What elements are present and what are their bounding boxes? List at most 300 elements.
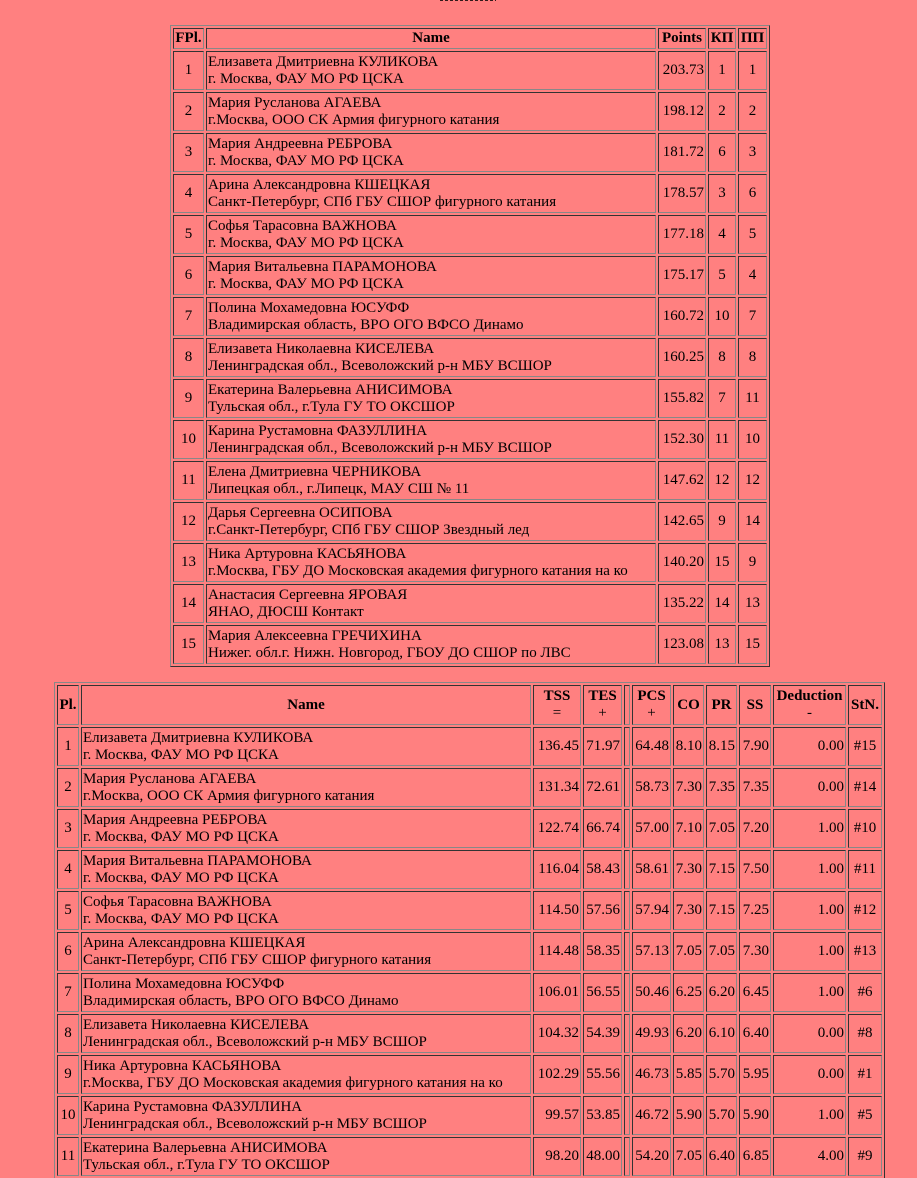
tes-cell: 58.35	[583, 932, 622, 971]
header-spacer	[624, 685, 630, 725]
skater-name: Дарья Сергеевна ОСИПОВА	[208, 504, 393, 521]
pr-cell: 5.70	[706, 1055, 737, 1094]
skater-club: г. Москва, ФАУ МО РФ ЦСКА	[83, 828, 279, 845]
skater-club: г.Санкт-Петербург, СПб ГБУ СШОР Звездный лед	[208, 521, 530, 538]
skater-club: г.Москва, ГБУ ДО Московская академия фигурного катания на ко	[208, 562, 628, 579]
free-skating-results-table	[170, 25, 770, 667]
skater-club: Нижег. обл.г. Нижн. Новгород, ГБОУ ДО СШОР по ЛВС	[208, 644, 571, 661]
pcs-cell: 58.61	[632, 850, 671, 889]
place-cell: 10	[57, 1096, 79, 1135]
skater-cell	[206, 338, 656, 377]
skater-name: Арина Александровна КШЕЦКАЯ	[208, 176, 431, 193]
table-row	[173, 51, 767, 90]
table-row	[173, 133, 767, 172]
tes-cell: 53.85	[583, 1096, 622, 1135]
skater-club: г. Москва, ФАУ МО РФ ЦСКА	[208, 152, 404, 169]
skater-club: г. Москва, ФАУ МО РФ ЦСКА	[83, 869, 279, 886]
skater-name: Елизавета Дмитриевна КУЛИКОВА	[83, 729, 314, 746]
pr-cell: 6.40	[706, 1137, 737, 1176]
pcs-cell: 46.72	[632, 1096, 671, 1135]
kp-cell: 12	[708, 461, 736, 500]
skater-cell	[206, 584, 656, 623]
skater-cell	[206, 543, 656, 582]
skater-cell	[206, 625, 656, 664]
table-row	[57, 768, 882, 807]
deduction-cell: 0.00	[773, 1014, 846, 1053]
pr-cell: 8.15	[706, 727, 737, 766]
header-co: CO	[673, 685, 704, 725]
deduction-cell: 0.00	[773, 768, 846, 807]
co-cell: 5.85	[673, 1055, 704, 1094]
spacer-cell	[624, 973, 630, 1012]
tss-cell: 114.48	[533, 932, 581, 971]
ss-cell: 7.20	[739, 809, 771, 848]
spacer-cell	[624, 1055, 630, 1094]
pr-cell: 7.35	[706, 768, 737, 807]
skater-name: Мария Витальевна ПАРАМОНОВА	[83, 852, 312, 869]
place-cell: 3	[173, 133, 204, 172]
kp-cell: 13	[708, 625, 736, 664]
place-cell: 1	[57, 727, 79, 766]
header-tes-label: TES	[588, 688, 617, 704]
pr-cell: 7.05	[706, 932, 737, 971]
pp-cell: 15	[738, 625, 767, 664]
pp-cell: 9	[738, 543, 767, 582]
place-cell: 11	[173, 461, 204, 500]
skater-cell	[81, 1137, 531, 1176]
skater-name: Елена Дмитриевна ЧЕРНИКОВА	[208, 463, 422, 480]
tss-cell: 106.01	[533, 973, 581, 1012]
table-row	[57, 932, 882, 971]
spacer-cell	[624, 727, 630, 766]
deduction-cell: 1.00	[773, 1096, 846, 1135]
kp-cell: 10	[708, 297, 736, 336]
co-cell: 7.30	[673, 891, 704, 930]
skater-name: Екатерина Валерьевна АНИСИМОВА	[208, 381, 453, 398]
place-cell: 13	[173, 543, 204, 582]
tes-cell: 54.39	[583, 1014, 622, 1053]
table-row	[57, 891, 882, 930]
skater-club: Тульская обл., г.Тула ГУ ТО ОКСШОР	[83, 1156, 330, 1173]
stn-cell: #8	[848, 1014, 882, 1053]
place-cell: 12	[173, 502, 204, 541]
deduction-cell: 1.00	[773, 850, 846, 889]
table-row	[173, 174, 767, 213]
skater-club: г.Москва, ООО СК Армия фигурного катания	[208, 111, 500, 128]
tss-cell: 131.34	[533, 768, 581, 807]
spacer-cell	[624, 768, 630, 807]
tes-cell: 66.74	[583, 809, 622, 848]
header-tes-sign: +	[598, 705, 607, 721]
pp-cell: 8	[738, 338, 767, 377]
deduction-cell: 1.00	[773, 891, 846, 930]
pcs-cell: 49.93	[632, 1014, 671, 1053]
kp-cell: 11	[708, 420, 736, 459]
stn-cell: #1	[848, 1055, 882, 1094]
tss-cell: 104.32	[533, 1014, 581, 1053]
co-cell: 6.20	[673, 1014, 704, 1053]
skater-name: Софья Тарасовна ВАЖНОВА	[83, 893, 272, 910]
ss-cell: 7.30	[739, 932, 771, 971]
co-cell: 7.30	[673, 850, 704, 889]
kp-cell: 8	[708, 338, 736, 377]
points-cell: 198.12	[658, 92, 706, 131]
skater-cell	[81, 727, 531, 766]
table-row	[173, 420, 767, 459]
table-row	[173, 625, 767, 664]
co-cell: 5.90	[673, 1096, 704, 1135]
skater-cell	[81, 932, 531, 971]
header-place: FPl.	[173, 28, 204, 49]
spacer-cell	[624, 932, 630, 971]
tss-cell: 102.29	[533, 1055, 581, 1094]
skater-cell	[206, 461, 656, 500]
header-pcs	[632, 685, 671, 725]
ss-cell: 6.40	[739, 1014, 771, 1053]
header-pcs-sign: +	[647, 705, 656, 721]
points-cell: 178.57	[658, 174, 706, 213]
stn-cell: #5	[848, 1096, 882, 1135]
place-cell: 5	[173, 215, 204, 254]
spacer-cell	[624, 850, 630, 889]
skater-cell	[206, 174, 656, 213]
ss-cell: 6.45	[739, 973, 771, 1012]
skater-name: Ника Артуровна КАСЬЯНОВА	[208, 545, 407, 562]
header-ss: SS	[739, 685, 771, 725]
place-cell: 15	[173, 625, 204, 664]
skater-club: Липецкая обл., г.Липецк, МАУ СШ № 11	[208, 480, 470, 497]
skater-name: Арина Александровна КШЕЦКАЯ	[83, 934, 306, 951]
table-row	[173, 256, 767, 295]
skater-cell	[206, 92, 656, 131]
points-cell: 203.73	[658, 51, 706, 90]
kp-cell: 9	[708, 502, 736, 541]
points-cell: 175.17	[658, 256, 706, 295]
ss-cell: 6.85	[739, 1137, 771, 1176]
skater-name: Екатерина Валерьевна АНИСИМОВА	[83, 1139, 328, 1156]
place-cell: 8	[57, 1014, 79, 1053]
skater-name: Полина Мохамедовна ЮСУФФ	[208, 299, 410, 316]
co-cell: 7.05	[673, 1137, 704, 1176]
stn-cell: #13	[848, 932, 882, 971]
place-cell: 7	[57, 973, 79, 1012]
header-kp: КП	[708, 28, 736, 49]
table-row	[57, 973, 882, 1012]
skater-cell	[206, 297, 656, 336]
skater-club: г.Москва, ООО СК Армия фигурного катания	[83, 787, 375, 804]
tes-cell: 56.55	[583, 973, 622, 1012]
clipped-heading-remnant	[440, 0, 496, 1]
header-points: Points	[658, 28, 706, 49]
skater-name: Елизавета Николаевна КИСЕЛЕВА	[208, 340, 435, 357]
kp-cell: 14	[708, 584, 736, 623]
skater-name: Елизавета Николаевна КИСЕЛЕВА	[83, 1016, 310, 1033]
skater-cell	[206, 133, 656, 172]
pp-cell: 1	[738, 51, 767, 90]
pp-cell: 3	[738, 133, 767, 172]
stn-cell: #12	[848, 891, 882, 930]
co-cell: 8.10	[673, 727, 704, 766]
place-cell: 1	[173, 51, 204, 90]
skater-club: Владимирская область, ВРО ОГО ВФСО Динамо	[83, 992, 399, 1009]
skater-club: Ленинградская обл., Всеволожский р-н МБУ ВСШОР	[83, 1033, 427, 1050]
place-cell: 8	[173, 338, 204, 377]
table-row	[57, 850, 882, 889]
pcs-cell: 58.73	[632, 768, 671, 807]
header-tes	[583, 685, 622, 725]
ss-cell: 7.35	[739, 768, 771, 807]
points-cell: 160.72	[658, 297, 706, 336]
header-stn: StN.	[848, 685, 882, 725]
skater-cell	[206, 420, 656, 459]
table-row	[173, 379, 767, 418]
stn-cell: #11	[848, 850, 882, 889]
skater-name: Мария Андреевна РЕБРОВА	[208, 135, 393, 152]
pp-cell: 14	[738, 502, 767, 541]
pr-cell: 7.05	[706, 809, 737, 848]
co-cell: 6.25	[673, 973, 704, 1012]
skater-name: Елизавета Дмитриевна КУЛИКОВА	[208, 53, 439, 70]
pp-cell: 11	[738, 379, 767, 418]
place-cell: 3	[57, 809, 79, 848]
spacer-cell	[624, 891, 630, 930]
skater-club: Ленинградская обл., Всеволожский р-н МБУ ВСШОР	[208, 357, 552, 374]
skater-name: Мария Андреевна РЕБРОВА	[83, 811, 268, 828]
place-cell: 4	[57, 850, 79, 889]
deduction-cell: 0.00	[773, 1055, 846, 1094]
table-row	[173, 215, 767, 254]
place-cell: 6	[57, 932, 79, 971]
skater-cell	[81, 809, 531, 848]
kp-cell: 2	[708, 92, 736, 131]
header-deduction	[773, 685, 846, 725]
table-row	[57, 1055, 882, 1094]
skater-club: Ленинградская обл., Всеволожский р-н МБУ ВСШОР	[83, 1115, 427, 1132]
stn-cell: #9	[848, 1137, 882, 1176]
header-tss-label: TSS	[543, 688, 571, 704]
pp-cell: 6	[738, 174, 767, 213]
header-deduction-label: Deduction	[776, 688, 843, 704]
skater-name: Карина Рустамовна ФАЗУЛЛИНА	[83, 1098, 303, 1115]
deduction-cell: 0.00	[773, 727, 846, 766]
points-cell: 142.65	[658, 502, 706, 541]
skater-cell	[81, 768, 531, 807]
pr-cell: 7.15	[706, 850, 737, 889]
header-deduction-sign: -	[807, 705, 812, 721]
table-row	[57, 1014, 882, 1053]
deduction-cell: 1.00	[773, 973, 846, 1012]
place-cell: 9	[173, 379, 204, 418]
ss-cell: 5.95	[739, 1055, 771, 1094]
tes-cell: 57.56	[583, 891, 622, 930]
pp-cell: 4	[738, 256, 767, 295]
pcs-cell: 50.46	[632, 973, 671, 1012]
place-cell: 9	[57, 1055, 79, 1094]
tes-cell: 55.56	[583, 1055, 622, 1094]
points-cell: 152.30	[658, 420, 706, 459]
kp-cell: 5	[708, 256, 736, 295]
skater-name: Полина Мохамедовна ЮСУФФ	[83, 975, 285, 992]
points-cell: 160.25	[658, 338, 706, 377]
pcs-cell: 57.94	[632, 891, 671, 930]
table-row	[57, 1137, 882, 1176]
header-pr: PR	[706, 685, 737, 725]
deduction-cell: 1.00	[773, 809, 846, 848]
skater-cell	[81, 973, 531, 1012]
points-cell: 135.22	[658, 584, 706, 623]
table-row	[173, 584, 767, 623]
tes-cell: 71.97	[583, 727, 622, 766]
skater-cell	[81, 891, 531, 930]
tss-cell: 114.50	[533, 891, 581, 930]
ss-cell: 7.25	[739, 891, 771, 930]
tss-cell: 136.45	[533, 727, 581, 766]
skater-club: Санкт-Петербург, СПб ГБУ СШОР фигурного катания	[208, 193, 557, 210]
co-cell: 7.30	[673, 768, 704, 807]
place-cell: 5	[57, 891, 79, 930]
skater-name: Мария Русланова АГАЕВА	[83, 770, 257, 787]
skater-cell	[81, 850, 531, 889]
table-header-row	[173, 28, 767, 49]
skater-club: г. Москва, ФАУ МО РФ ЦСКА	[208, 70, 404, 87]
points-cell: 155.82	[658, 379, 706, 418]
pcs-cell: 57.13	[632, 932, 671, 971]
tss-cell: 99.57	[533, 1096, 581, 1135]
skater-club: Ленинградская обл., Всеволожский р-н МБУ ВСШОР	[208, 439, 552, 456]
skater-name: Мария Русланова АГАЕВА	[208, 94, 382, 111]
header-tss-sign: =	[552, 705, 562, 721]
spacer-cell	[624, 809, 630, 848]
spacer-cell	[624, 1014, 630, 1053]
header-name: Name	[206, 28, 656, 49]
header-pp: ПП	[738, 28, 767, 49]
tes-cell: 58.43	[583, 850, 622, 889]
pcs-cell: 54.20	[632, 1137, 671, 1176]
skater-name: Мария Алексеевна ГРЕЧИХИНА	[208, 627, 422, 644]
skater-club: г. Москва, ФАУ МО РФ ЦСКА	[208, 234, 404, 251]
skater-cell	[206, 256, 656, 295]
pcs-cell: 64.48	[632, 727, 671, 766]
kp-cell: 3	[708, 174, 736, 213]
skater-cell	[81, 1014, 531, 1053]
ss-cell: 7.90	[739, 727, 771, 766]
skater-club: Тульская обл., г.Тула ГУ ТО ОКСШОР	[208, 398, 455, 415]
skater-club: г. Москва, ФАУ МО РФ ЦСКА	[208, 275, 404, 292]
skater-club: Владимирская область, ВРО ОГО ВФСО Динамо	[208, 316, 524, 333]
co-cell: 7.10	[673, 809, 704, 848]
skater-cell	[81, 1096, 531, 1135]
place-cell: 14	[173, 584, 204, 623]
header-pcs-label: PCS	[637, 688, 666, 704]
pr-cell: 7.15	[706, 891, 737, 930]
pr-cell: 6.10	[706, 1014, 737, 1053]
skater-name: Карина Рустамовна ФАЗУЛЛИНА	[208, 422, 428, 439]
points-cell: 181.72	[658, 133, 706, 172]
place-cell: 10	[173, 420, 204, 459]
place-cell: 6	[173, 256, 204, 295]
points-cell: 123.08	[658, 625, 706, 664]
table-row	[173, 297, 767, 336]
skater-club: Санкт-Петербург, СПб ГБУ СШОР фигурного катания	[83, 951, 432, 968]
skater-cell	[206, 502, 656, 541]
pp-cell: 10	[738, 420, 767, 459]
header-name: Name	[81, 685, 531, 725]
skater-club: ЯНАО, ДЮСШ Контакт	[208, 603, 364, 620]
skater-name: Мария Витальевна ПАРАМОНОВА	[208, 258, 437, 275]
table-row	[173, 338, 767, 377]
place-cell: 4	[173, 174, 204, 213]
header-tss	[533, 685, 581, 725]
tss-cell: 116.04	[533, 850, 581, 889]
table-row	[173, 543, 767, 582]
kp-cell: 6	[708, 133, 736, 172]
pp-cell: 13	[738, 584, 767, 623]
pp-cell: 12	[738, 461, 767, 500]
table-header-row	[57, 685, 882, 725]
kp-cell: 15	[708, 543, 736, 582]
tes-cell: 72.61	[583, 768, 622, 807]
pcs-cell: 57.00	[632, 809, 671, 848]
table-row	[173, 502, 767, 541]
skater-name: Софья Тарасовна ВАЖНОВА	[208, 217, 397, 234]
place-cell: 7	[173, 297, 204, 336]
header-place: Pl.	[57, 685, 79, 725]
short-program-results-table	[54, 682, 885, 1178]
tss-cell: 98.20	[533, 1137, 581, 1176]
pp-cell: 7	[738, 297, 767, 336]
deduction-cell: 1.00	[773, 932, 846, 971]
pcs-cell: 46.73	[632, 1055, 671, 1094]
table-row	[57, 727, 882, 766]
skater-cell	[206, 51, 656, 90]
skater-cell	[206, 379, 656, 418]
skater-club: г.Москва, ГБУ ДО Московская академия фигурного катания на ко	[83, 1074, 503, 1091]
points-cell: 177.18	[658, 215, 706, 254]
skater-club: г. Москва, ФАУ МО РФ ЦСКА	[83, 910, 279, 927]
stn-cell: #6	[848, 973, 882, 1012]
kp-cell: 4	[708, 215, 736, 254]
spacer-cell	[624, 1096, 630, 1135]
skater-club: г. Москва, ФАУ МО РФ ЦСКА	[83, 746, 279, 763]
points-cell: 147.62	[658, 461, 706, 500]
table-row	[173, 92, 767, 131]
table-row	[173, 461, 767, 500]
kp-cell: 7	[708, 379, 736, 418]
tes-cell: 48.00	[583, 1137, 622, 1176]
skater-cell	[206, 215, 656, 254]
kp-cell: 1	[708, 51, 736, 90]
pr-cell: 6.20	[706, 973, 737, 1012]
ss-cell: 5.90	[739, 1096, 771, 1135]
place-cell: 11	[57, 1137, 79, 1176]
stn-cell: #15	[848, 727, 882, 766]
table-row	[57, 809, 882, 848]
table-row	[57, 1096, 882, 1135]
pp-cell: 5	[738, 215, 767, 254]
place-cell: 2	[173, 92, 204, 131]
deduction-cell: 4.00	[773, 1137, 846, 1176]
stn-cell: #14	[848, 768, 882, 807]
ss-cell: 7.50	[739, 850, 771, 889]
place-cell: 2	[57, 768, 79, 807]
spacer-cell	[624, 1137, 630, 1176]
pp-cell: 2	[738, 92, 767, 131]
skater-cell	[81, 1055, 531, 1094]
skater-name: Ника Артуровна КАСЬЯНОВА	[83, 1057, 282, 1074]
stn-cell: #10	[848, 809, 882, 848]
points-cell: 140.20	[658, 543, 706, 582]
pr-cell: 5.70	[706, 1096, 737, 1135]
